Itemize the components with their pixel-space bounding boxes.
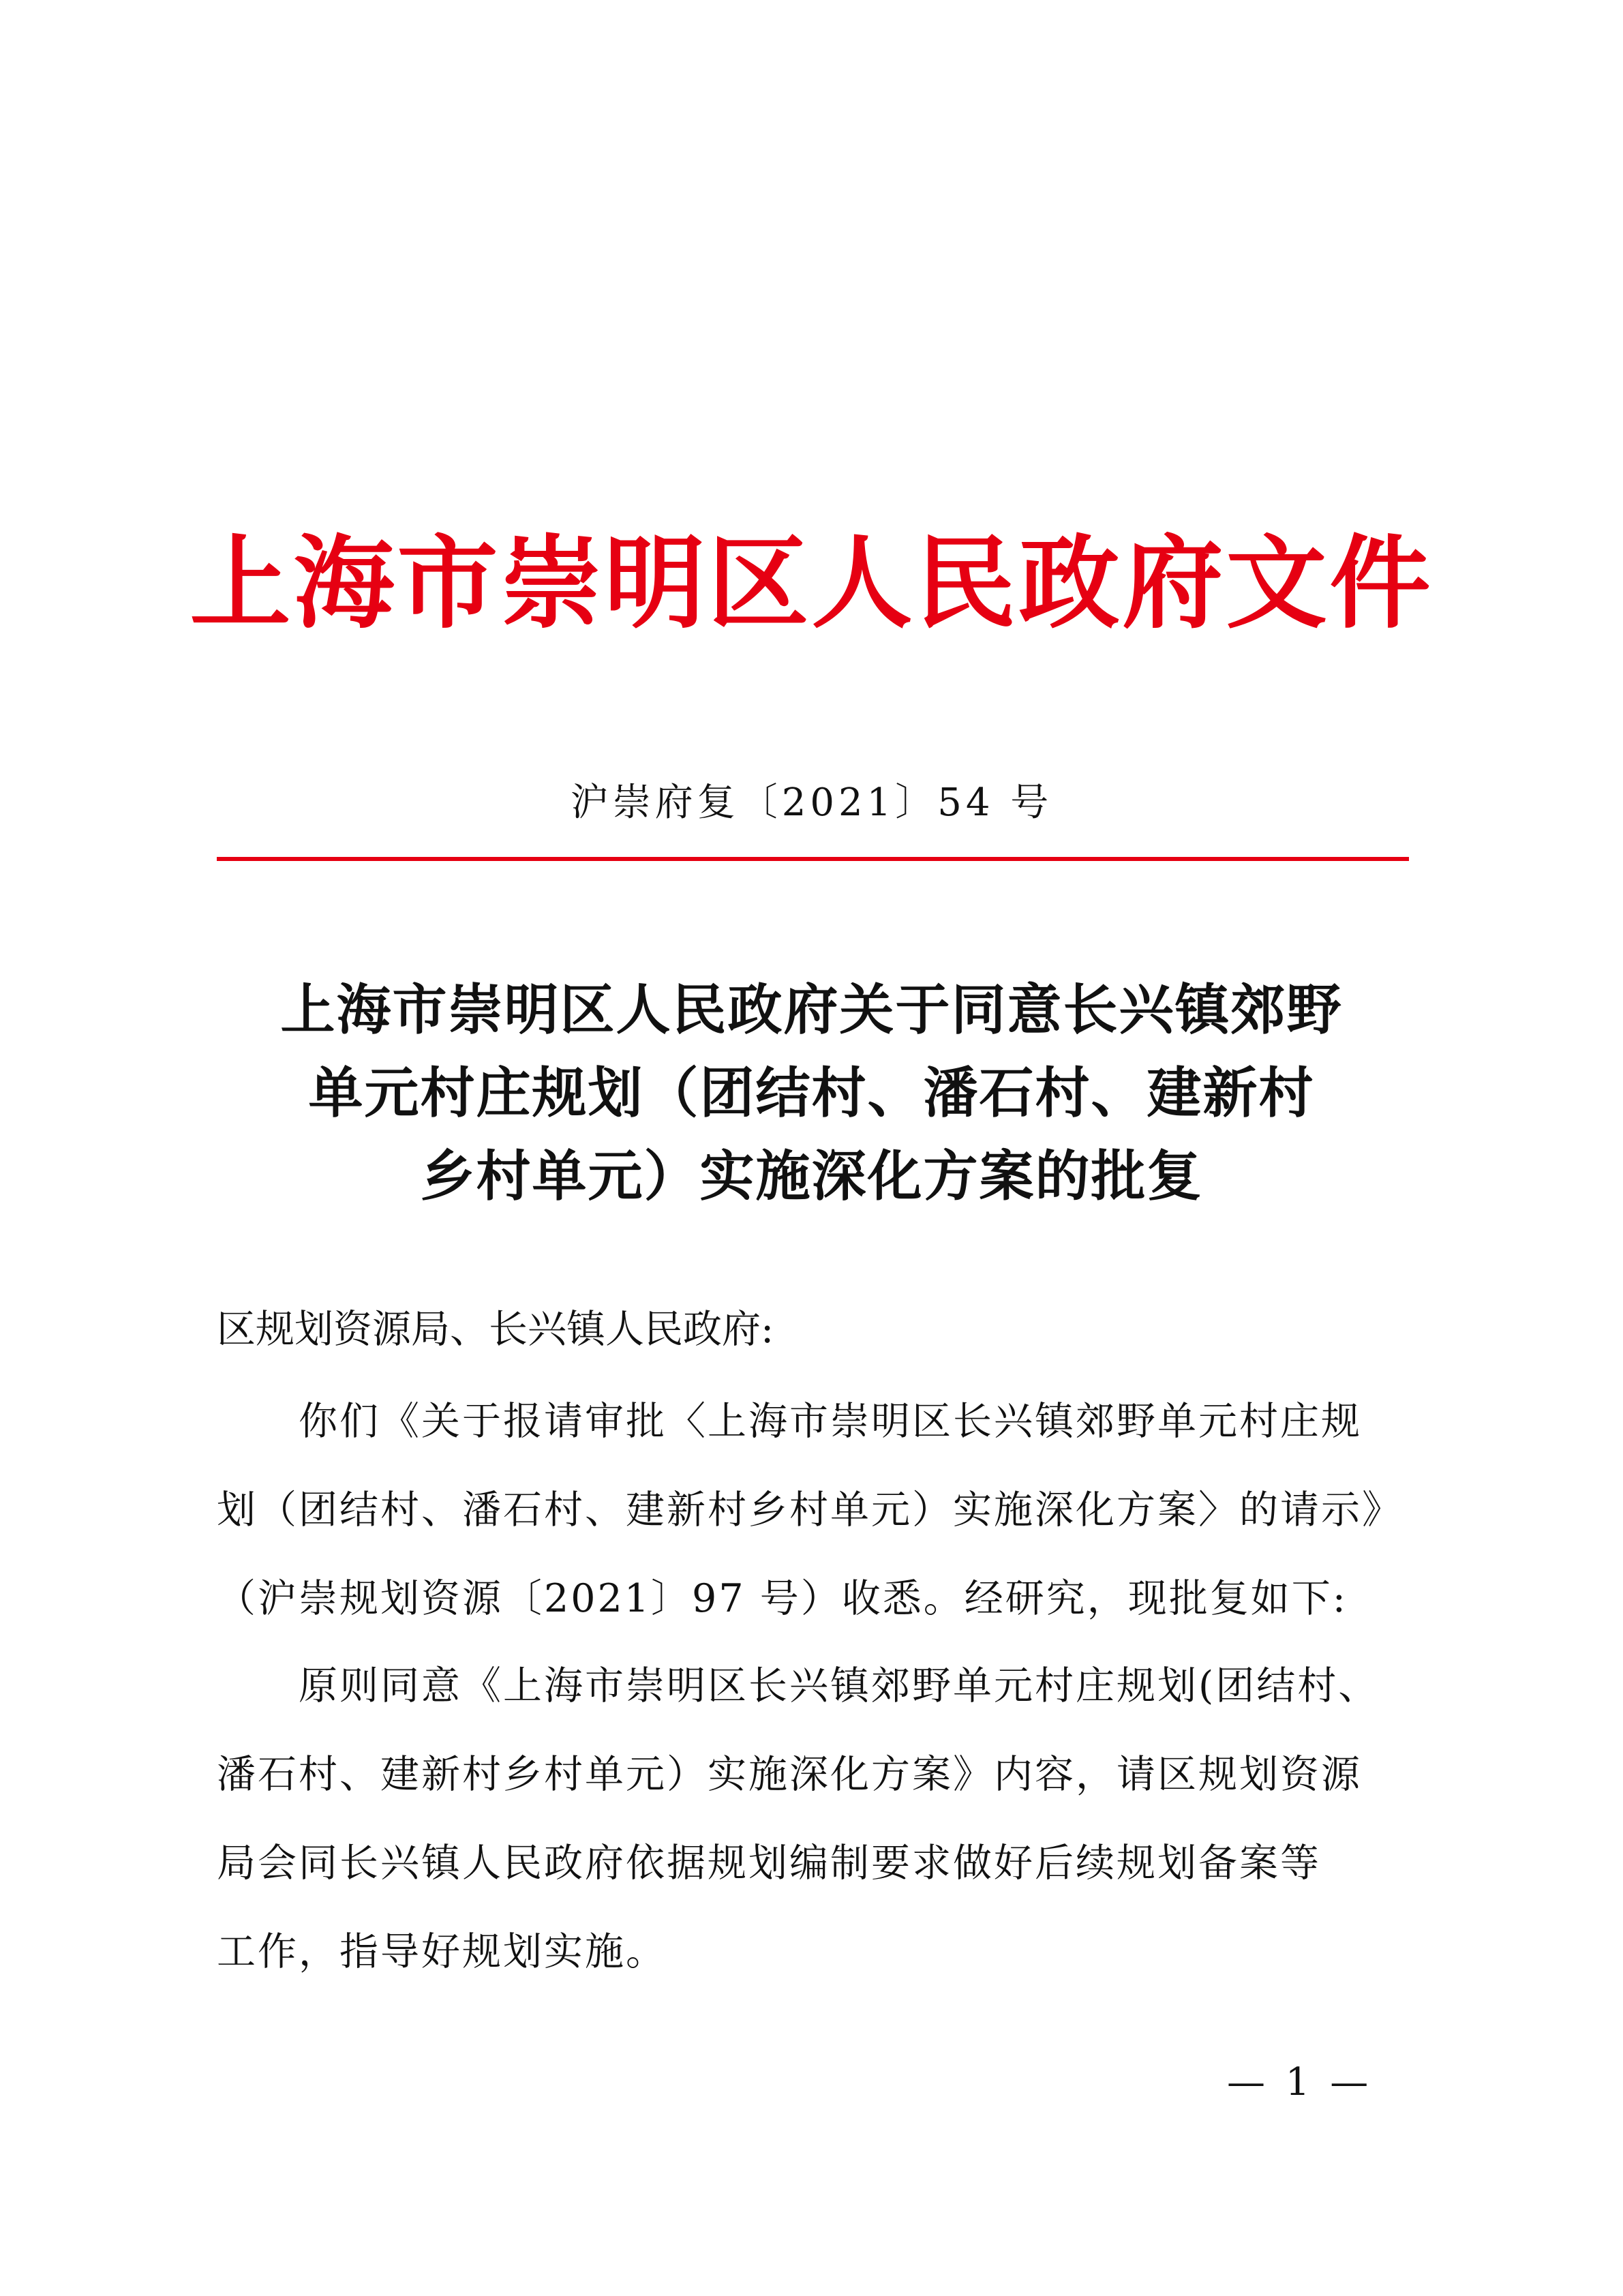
title-line: 单元村庄规划（团结村、潘石村、建新村 <box>308 1061 1315 1125</box>
title-line: 乡村单元）实施深化方案的批复 <box>420 1144 1203 1208</box>
paragraph-line: 工作，指导好规划实施。 <box>217 1929 667 1974</box>
paragraph-line: 局会同长兴镇人民政府依据规划编制要求做好后续规划备案等 <box>217 1841 1321 1886</box>
document-number: 沪崇府复〔2021〕54 号 <box>570 781 1053 825</box>
document-title <box>0 968 1623 1218</box>
red-divider-line <box>217 857 1409 861</box>
paragraph-line: 潘石村、建新村乡村单元）实施深化方案》内容，请区规划资源 <box>217 1752 1362 1797</box>
body-paragraph-request <box>217 1377 1416 1643</box>
paragraph-line: 你们《关于报请审批〈上海市崇明区长兴镇郊野单元村庄规 <box>299 1399 1362 1444</box>
body-paragraph-approval <box>217 1642 1416 1996</box>
recipient-line: 区规划资源局、长兴镇人民政府: <box>217 1307 774 1352</box>
masthead-title: 上海市崇明区人民政府文件 <box>189 524 1434 642</box>
paragraph-line: 原则同意《上海市崇明区长兴镇郊野单元村庄规划(团结村、 <box>299 1663 1380 1708</box>
paragraph-line: （沪崇规划资源〔2021〕97 号）收悉。经研究，现批复如下: <box>217 1576 1348 1621</box>
title-line: 上海市崇明区人民政府关于同意长兴镇郊野 <box>280 978 1343 1042</box>
page-number: — 1 — <box>1227 2060 1373 2104</box>
paragraph-line: 划（团结村、潘石村、建新村乡村单元）实施深化方案〉的请示》 <box>217 1487 1403 1532</box>
